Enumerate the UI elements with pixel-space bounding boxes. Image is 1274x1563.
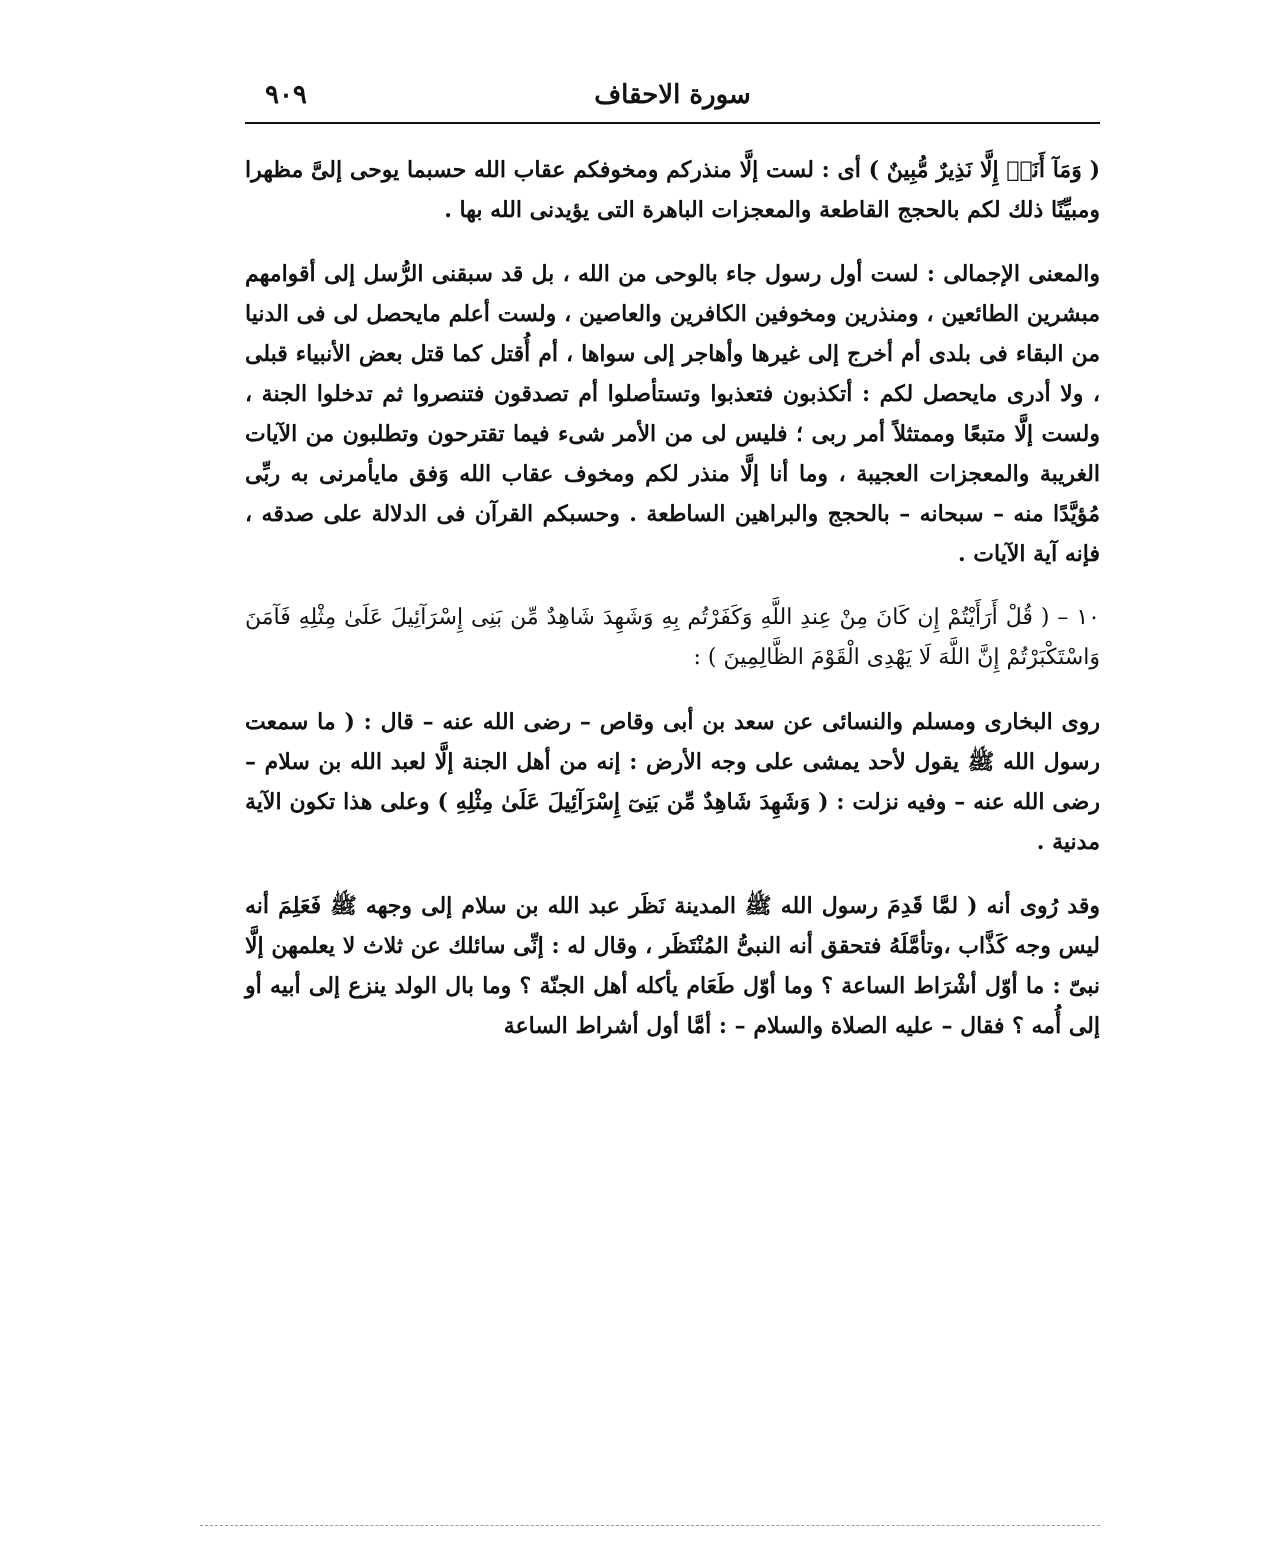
header-divider bbox=[245, 122, 1100, 124]
body-text bbox=[245, 150, 1100, 1046]
paragraph-abdullah-ibn-salam: وقد رُوى أنه ( لمَّا قَدِمَ رسول الله ﷺ المدينة نَظَر عبد الله بن سلام إلى وجهه ﷺ فَعَلِمَ أنه ليس وجه كَذَّاب ،وتأمَّلَهُ فتحقق أنه النبىُّ المُنْتَظَر ، وقال له : إنِّى سائلك عن ثلاث لا يعلمهن إلَّا نبىّ : ما أوّل أشْرَاط الساعة ؟ وما أوّل طَعَام يأكله أهل الجنّة ؟ وما بال الولد ينزع إلى أبيه أو إلى أُمه ؟ فقال – عليه الصلاة والسلام – : أمَّا أول أشراط الساعة bbox=[245, 893, 1100, 1039]
scan-bottom-edge bbox=[200, 1525, 1100, 1526]
paragraph-hadith-bukhari: روى البخارى ومسلم والنسائى عن سعد بن أبى وقاص – رضى الله عنه – قال : ( ما سمعت رسول الله ﷺ يقول لأحد يمشى على وجه الأرض : إنه من أهل الجنة إلَّا لعبد الله بن سلام – رضى الله عنه – وفيه نزلت : ( وَشَهِدَ شَاهِدٌ مِّن بَنِىٓ إِسْرَآئِيلَ عَلَىٰ مِثْلِهِ ) وعلى هذا تكون الآية مدنية . bbox=[245, 709, 1100, 855]
paragraph-general-meaning: والمعنى الإجمالى : لست أول رسول جاء بالوحى من الله ، بل قد سبقنى الرُّسل إلى أقوامهم مبشرين الطائعين ، ومنذرين ومخوفين الكافرين والعاصين ، ولست أعلم مايحصل لى فى الدنيا من البقاء فى بلدى أم أخرج إلى غيرها وأهاجر إلى سواها ، أم أُقتل كما قتل بعض الأنبياء قبلى ، ولا أدرى مايحصل لكم : أتكذبون فتعذبوا وتستأصلوا أم تصدقون فتنصروا ثم تدخلوا الجنة ، ولست إلَّا متبعًا وممتثلاً أمر ربى ؛ فليس لى من الأمر شىء فيما تقترحون وتطلبون من الآيات الغريبة والمعجزات العجيبة ، وما أنا إلَّا منذر لكم ومخوف عقاب الله وَفق مايأمرنى به ربِّى مُؤيَّدًا منه – سبحانه – بالحجج والبراهين الساطعة . وحسبكم القرآن فى الدلالة على صدقه ، فإنه آية الآيات . bbox=[245, 261, 1100, 567]
page-header bbox=[245, 72, 1100, 122]
paragraph-verse-10: ١٠ – ( قُلْ أَرَأَيْتُمْ إِن كَانَ مِنْ عِندِ اللَّهِ وَكَفَرْتُم بِهِ وَشَهِدَ شَاهِدٌ مِّن بَنِى إِسْرَآئِيلَ عَلَىٰ مِثْلِهِ فَآمَنَ وَاسْتَكْبَرْتُمْ إِنَّ اللَّهَ لَا يَهْدِى الْقَوْمَ الظَّالِمِينَ ) : bbox=[245, 605, 1100, 670]
page-number: ٩٠٩ bbox=[265, 80, 307, 110]
paragraph-verse-9-explanation: ( وَمَآ أَنَا۠ إِلَّا نَذِيرٌ مُّبِينٌ ) أى : لست إلَّا منذركم ومخوفكم عقاب الله حسبما يوحى إلىَّ مظهرا ومبيِّنًا ذلك لكم بالحجج القاطعة والمعجزات الباهرة التى يؤيدنى الله بها . bbox=[245, 157, 1100, 223]
surah-title: سورة الاحقاف bbox=[594, 80, 751, 110]
